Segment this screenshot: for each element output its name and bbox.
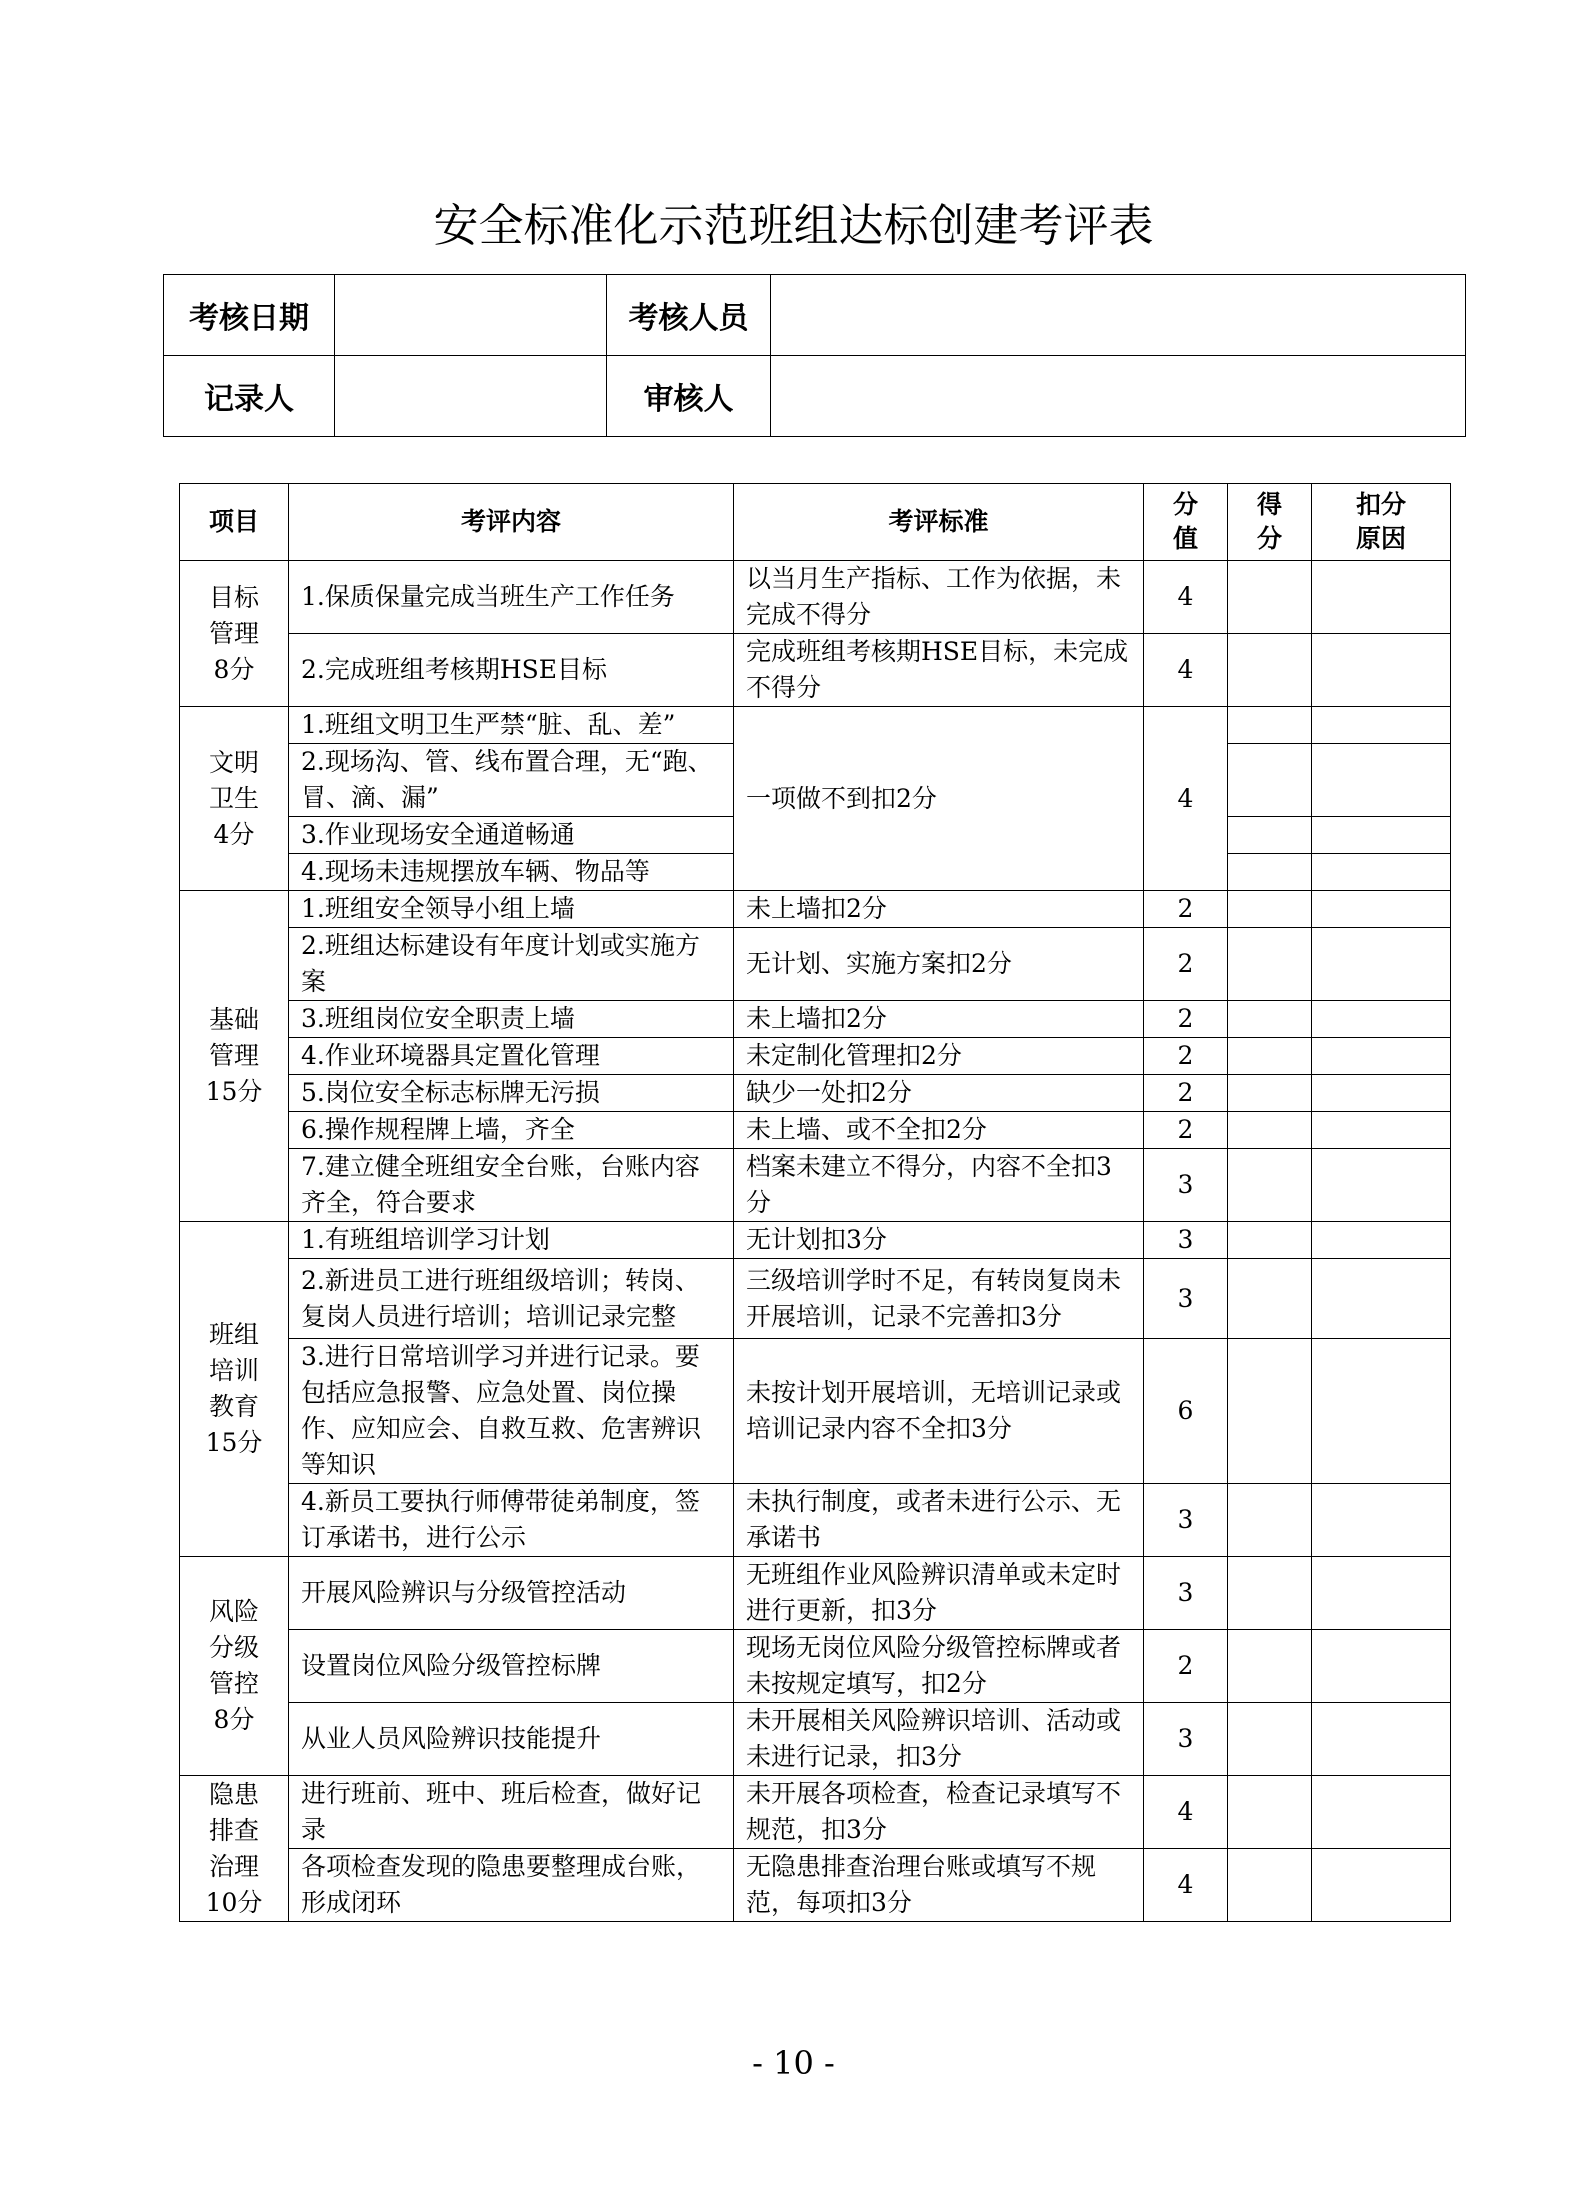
evaluation-table bbox=[179, 483, 1451, 1922]
header-content: 考评内容 bbox=[289, 484, 734, 561]
score-cell: 2 bbox=[1144, 891, 1228, 928]
category-cell: 基础 管理 15分 bbox=[180, 891, 289, 1222]
standard-cell: 无班组作业风险辨识清单或未定时进行更新，扣3分 bbox=[734, 1557, 1144, 1630]
header-reason: 扣分 原因 bbox=[1312, 484, 1451, 561]
content-cell: 从业人员风险辨识技能提升 bbox=[289, 1703, 734, 1776]
table-row bbox=[180, 1259, 1451, 1339]
table-row bbox=[180, 1001, 1451, 1038]
standard-cell: 未执行制度，或者未进行公示、无承诺书 bbox=[734, 1484, 1144, 1557]
standard-cell: 未定制化管理扣2分 bbox=[734, 1038, 1144, 1075]
deduction-reason-field[interactable] bbox=[1312, 707, 1451, 744]
got-score-field[interactable] bbox=[1228, 891, 1312, 928]
score-cell: 4 bbox=[1144, 1849, 1228, 1922]
standard-cell: 无隐患排查治理台账或填写不规范，每项扣3分 bbox=[734, 1849, 1144, 1922]
content-cell: 1.班组文明卫生严禁“脏、乱、差” bbox=[289, 707, 734, 744]
content-cell: 3.作业现场安全通道畅通 bbox=[289, 817, 734, 854]
header-row bbox=[180, 484, 1451, 561]
got-score-field[interactable] bbox=[1228, 1112, 1312, 1149]
standard-cell: 三级培训学时不足，有转岗复岗未开展培训，记录不完善扣3分 bbox=[734, 1259, 1144, 1339]
got-score-field[interactable] bbox=[1228, 1339, 1312, 1484]
score-cell: 2 bbox=[1144, 1112, 1228, 1149]
content-cell: 进行班前、班中、班后检查，做好记录 bbox=[289, 1776, 734, 1849]
header-item: 项目 bbox=[180, 484, 289, 561]
content-cell: 2.新进员工进行班组级培训；转岗、复岗人员进行培训；培训记录完整 bbox=[289, 1259, 734, 1339]
standard-cell: 档案未建立不得分，内容不全扣3分 bbox=[734, 1149, 1144, 1222]
header-score: 分 值 bbox=[1144, 484, 1228, 561]
table-row bbox=[180, 1630, 1451, 1703]
content-cell: 3.班组岗位安全职责上墙 bbox=[289, 1001, 734, 1038]
got-score-field[interactable] bbox=[1228, 1038, 1312, 1075]
content-cell: 设置岗位风险分级管控标牌 bbox=[289, 1630, 734, 1703]
got-score-field[interactable] bbox=[1228, 744, 1312, 817]
content-cell: 4.作业环境器具定置化管理 bbox=[289, 1038, 734, 1075]
examiner-label: 考核人员 bbox=[607, 275, 771, 356]
got-score-field[interactable] bbox=[1228, 1222, 1312, 1259]
content-cell: 开展风险辨识与分级管控活动 bbox=[289, 1557, 734, 1630]
deduction-reason-field[interactable] bbox=[1312, 891, 1451, 928]
deduction-reason-field[interactable] bbox=[1312, 1630, 1451, 1703]
standard-cell: 无计划扣3分 bbox=[734, 1222, 1144, 1259]
table-row bbox=[180, 928, 1451, 1001]
table-row bbox=[180, 1557, 1451, 1630]
content-cell: 1.有班组培训学习计划 bbox=[289, 1222, 734, 1259]
content-cell: 2.班组达标建设有年度计划或实施方案 bbox=[289, 928, 734, 1001]
deduction-reason-field[interactable] bbox=[1312, 1776, 1451, 1849]
deduction-reason-field[interactable] bbox=[1312, 1112, 1451, 1149]
deduction-reason-field[interactable] bbox=[1312, 854, 1451, 891]
reviewer-field[interactable] bbox=[771, 356, 1466, 437]
recorder-label: 记录人 bbox=[164, 356, 335, 437]
category-cell: 隐患 排查 治理 10分 bbox=[180, 1776, 289, 1922]
standard-cell: 未上墙扣2分 bbox=[734, 1001, 1144, 1038]
got-score-field[interactable] bbox=[1228, 1849, 1312, 1922]
deduction-reason-field[interactable] bbox=[1312, 1557, 1451, 1630]
reviewer-label: 审核人 bbox=[607, 356, 771, 437]
table-row bbox=[180, 1112, 1451, 1149]
got-score-field[interactable] bbox=[1228, 1075, 1312, 1112]
table-row bbox=[180, 1075, 1451, 1112]
date-field[interactable] bbox=[335, 275, 607, 356]
deduction-reason-field[interactable] bbox=[1312, 1038, 1451, 1075]
standard-cell: 完成班组考核期HSE目标，未完成不得分 bbox=[734, 634, 1144, 707]
score-cell: 2 bbox=[1144, 928, 1228, 1001]
content-cell: 4.新员工要执行师傅带徒弟制度，签订承诺书，进行公示 bbox=[289, 1484, 734, 1557]
page-number: - 10 - bbox=[752, 2044, 835, 2082]
deduction-reason-field[interactable] bbox=[1312, 1222, 1451, 1259]
score-cell: 2 bbox=[1144, 1038, 1228, 1075]
category-cell: 文明 卫生 4分 bbox=[180, 707, 289, 891]
got-score-field[interactable] bbox=[1228, 1776, 1312, 1849]
table-row bbox=[180, 1484, 1451, 1557]
score-cell: 6 bbox=[1144, 1339, 1228, 1484]
recorder-field[interactable] bbox=[335, 356, 607, 437]
deduction-reason-field[interactable] bbox=[1312, 1849, 1451, 1922]
score-cell: 2 bbox=[1144, 1075, 1228, 1112]
table-row bbox=[180, 1703, 1451, 1776]
score-cell: 4 bbox=[1144, 561, 1228, 634]
score-cell: 4 bbox=[1144, 634, 1228, 707]
got-score-field[interactable] bbox=[1228, 817, 1312, 854]
deduction-reason-field[interactable] bbox=[1312, 928, 1451, 1001]
deduction-reason-field[interactable] bbox=[1312, 1259, 1451, 1339]
deduction-reason-field[interactable] bbox=[1312, 1001, 1451, 1038]
deduction-reason-field[interactable] bbox=[1312, 744, 1451, 817]
category-cell: 班组 培训 教育 15分 bbox=[180, 1222, 289, 1557]
score-cell: 2 bbox=[1144, 1001, 1228, 1038]
table-row bbox=[180, 1222, 1451, 1259]
score-cell: 3 bbox=[1144, 1222, 1228, 1259]
content-cell: 2.完成班组考核期HSE目标 bbox=[289, 634, 734, 707]
standard-cell: 未上墙扣2分 bbox=[734, 891, 1144, 928]
content-cell: 5.岗位安全标志标牌无污损 bbox=[289, 1075, 734, 1112]
got-score-field[interactable] bbox=[1228, 928, 1312, 1001]
content-cell: 7.建立健全班组安全台账，台账内容齐全，符合要求 bbox=[289, 1149, 734, 1222]
content-cell: 1.班组安全领导小组上墙 bbox=[289, 891, 734, 928]
category-cell: 风险 分级 管控 8分 bbox=[180, 1557, 289, 1776]
deduction-reason-field[interactable] bbox=[1312, 817, 1451, 854]
deduction-reason-field[interactable] bbox=[1312, 1703, 1451, 1776]
table-row bbox=[180, 1849, 1451, 1922]
standard-cell: 现场无岗位风险分级管控标牌或者未按规定填写，扣2分 bbox=[734, 1630, 1144, 1703]
deduction-reason-field[interactable] bbox=[1312, 1339, 1451, 1484]
header-got: 得 分 bbox=[1228, 484, 1312, 561]
standard-cell: 缺少一处扣2分 bbox=[734, 1075, 1144, 1112]
standard-cell: 未上墙、或不全扣2分 bbox=[734, 1112, 1144, 1149]
got-score-field[interactable] bbox=[1228, 1484, 1312, 1557]
content-cell: 4.现场未违规摆放车辆、物品等 bbox=[289, 854, 734, 891]
table-row bbox=[180, 561, 1451, 634]
standard-cell: 未按计划开展培训，无培训记录或培训记录内容不全扣3分 bbox=[734, 1339, 1144, 1484]
got-score-field[interactable] bbox=[1228, 1703, 1312, 1776]
score-cell: 4 bbox=[1144, 707, 1228, 891]
content-cell: 3.进行日常培训学习并进行记录。要包括应急报警、应急处置、岗位操作、应知应会、自救互救、危害辨识等知识 bbox=[289, 1339, 734, 1484]
got-score-field[interactable] bbox=[1228, 707, 1312, 744]
score-cell: 2 bbox=[1144, 1630, 1228, 1703]
standard-cell: 一项做不到扣2分 bbox=[734, 707, 1144, 891]
score-cell: 3 bbox=[1144, 1149, 1228, 1222]
date-label: 考核日期 bbox=[164, 275, 335, 356]
deduction-reason-field[interactable] bbox=[1312, 634, 1451, 707]
content-cell: 2.现场沟、管、线布置合理，无“跑、冒、滴、漏” bbox=[289, 744, 734, 817]
got-score-field[interactable] bbox=[1228, 1149, 1312, 1222]
table-row bbox=[180, 707, 1451, 744]
score-cell: 3 bbox=[1144, 1557, 1228, 1630]
page-title: 安全标准化示范班组达标创建考评表 bbox=[433, 199, 1154, 252]
deduction-reason-field[interactable] bbox=[1312, 1075, 1451, 1112]
got-score-field[interactable] bbox=[1228, 1630, 1312, 1703]
got-score-field[interactable] bbox=[1228, 1001, 1312, 1038]
standard-cell: 以当月生产指标、工作为依据，未完成不得分 bbox=[734, 561, 1144, 634]
table-row bbox=[180, 1149, 1451, 1222]
score-cell: 3 bbox=[1144, 1259, 1228, 1339]
table-row bbox=[180, 1776, 1451, 1849]
standard-cell: 未开展相关风险辨识培训、活动或未进行记录，扣3分 bbox=[734, 1703, 1144, 1776]
info-table bbox=[163, 274, 1466, 437]
deduction-reason-field[interactable] bbox=[1312, 1484, 1451, 1557]
table-row bbox=[180, 1038, 1451, 1075]
table-row bbox=[180, 891, 1451, 928]
got-score-field[interactable] bbox=[1228, 854, 1312, 891]
score-cell: 3 bbox=[1144, 1484, 1228, 1557]
deduction-reason-field[interactable] bbox=[1312, 561, 1451, 634]
content-cell: 各项检查发现的隐患要整理成台账，形成闭环 bbox=[289, 1849, 734, 1922]
content-cell: 1.保质保量完成当班生产工作任务 bbox=[289, 561, 734, 634]
got-score-field[interactable] bbox=[1228, 1259, 1312, 1339]
header-standard: 考评标准 bbox=[734, 484, 1144, 561]
got-score-field[interactable] bbox=[1228, 1557, 1312, 1630]
table-row bbox=[180, 1339, 1451, 1484]
standard-cell: 未开展各项检查，检查记录填写不规范，扣3分 bbox=[734, 1776, 1144, 1849]
score-cell: 4 bbox=[1144, 1776, 1228, 1849]
table-row bbox=[180, 634, 1451, 707]
deduction-reason-field[interactable] bbox=[1312, 1149, 1451, 1222]
standard-cell: 无计划、实施方案扣2分 bbox=[734, 928, 1144, 1001]
got-score-field[interactable] bbox=[1228, 561, 1312, 634]
got-score-field[interactable] bbox=[1228, 634, 1312, 707]
content-cell: 6.操作规程牌上墙，齐全 bbox=[289, 1112, 734, 1149]
category-cell: 目标 管理 8分 bbox=[180, 561, 289, 707]
score-cell: 3 bbox=[1144, 1703, 1228, 1776]
examiner-field[interactable] bbox=[771, 275, 1466, 356]
